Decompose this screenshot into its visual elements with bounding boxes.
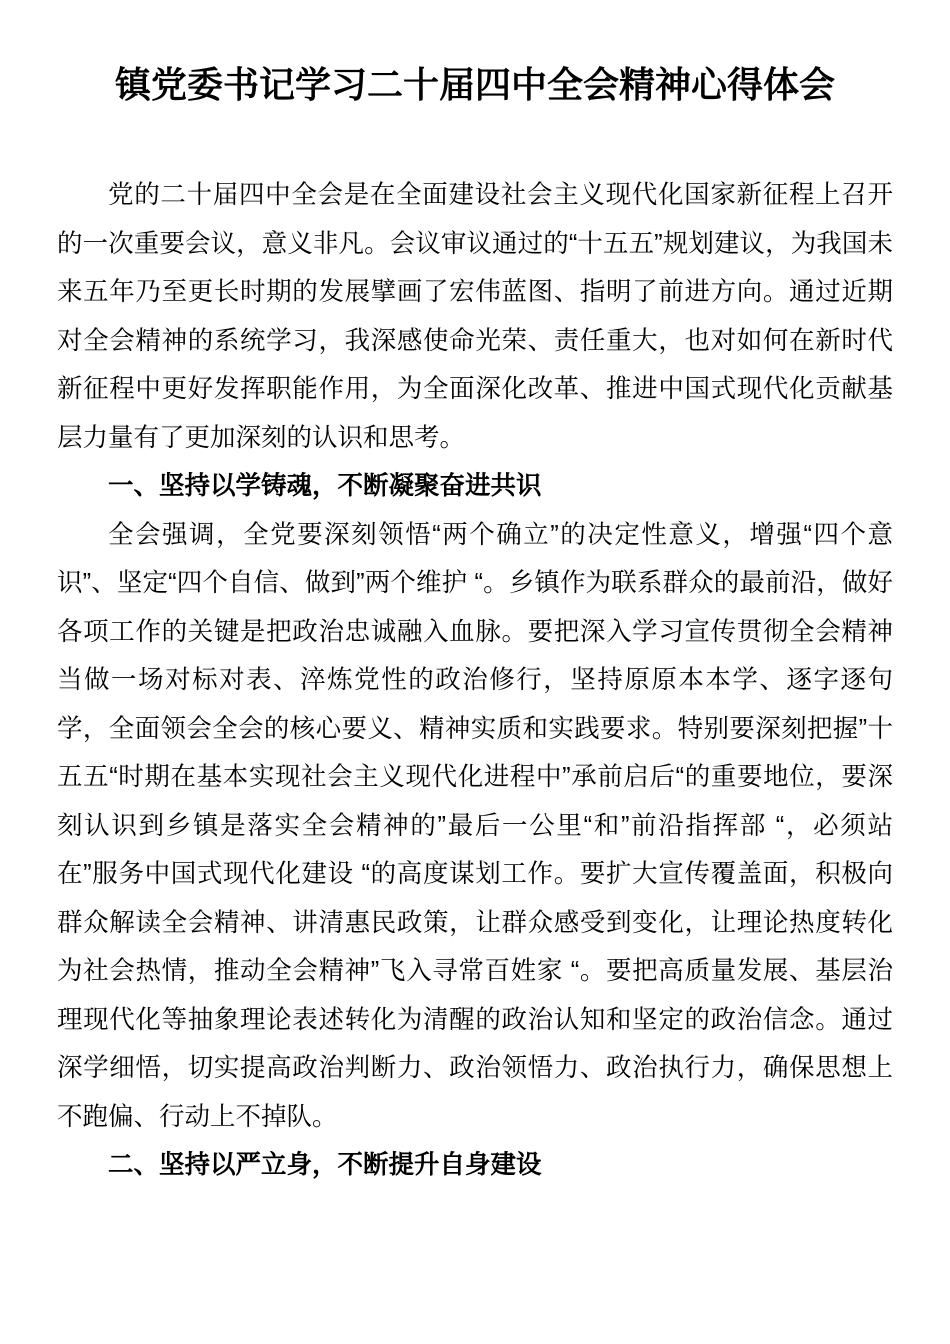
section-heading: 二、坚持以严立身，不断提升自身建设 bbox=[108, 1151, 542, 1179]
section-heading: 一、坚持以学铸魂，不断凝聚奋进共识 bbox=[108, 472, 542, 500]
body-paragraph: 全会强调，全党要深刻领悟“两个确立”的决定性意义，增强“四个意识”、坚定“四个自信、做到”两个维护 “。乡镇作为联系群众的最前沿，做好各项工作的关键是把政治忠诚融入血脉。要把深入学习宣传贯彻全会精神当做一场对标对表、淬炼党性的政治修行，坚持原原本本学、逐字逐句学，全面领会全会的核心要义、精神实质和实践要求。特别要深刻把握”十五五“时期在基本实现社会主义现代化进程中”承前启后“的重要地位，要深刻认识到乡镇是落实全会精神的”最后一公里“和”前沿指挥部 “，必须站在”服务中国式现代化建设 “的高度谋划工作。要扩大宣传覆盖面，积极向群众解读全会精神、讲清惠民政策，让群众感受到变化，让理论热度转化为社会热情，推动全会精神”飞入寻常百姓家 “。要把高质量发展、基层治理现代化等抽象理论表述转化为清醒的政治认知和坚定的政治信念。通过深学细悟，切实提高政治判断力、政治领悟力、政治执行力，确保思想上不跑偏、行动上不掉队。 bbox=[57, 520, 893, 1131]
body-paragraph: 党的二十届四中全会是在全面建设社会主义现代化国家新征程上召开的一次重要会议，意义非凡。会议审议通过的“十五五”规划建议，为我国未来五年乃至更长时期的发展擘画了宏伟蓝图、指明了前进方向。通过近期对全会精神的系统学习，我深感使命光荣、责任重大，也对如何在新时代新征程中更好发挥职能作用，为全面深化改革、推进中国式现代化贡献基层力量有了更加深刻的认识和思考。 bbox=[57, 181, 893, 452]
document-title: 镇党委书记学习二十届四中全会精神心得体会 bbox=[114, 64, 835, 105]
document-body bbox=[57, 171, 893, 1190]
